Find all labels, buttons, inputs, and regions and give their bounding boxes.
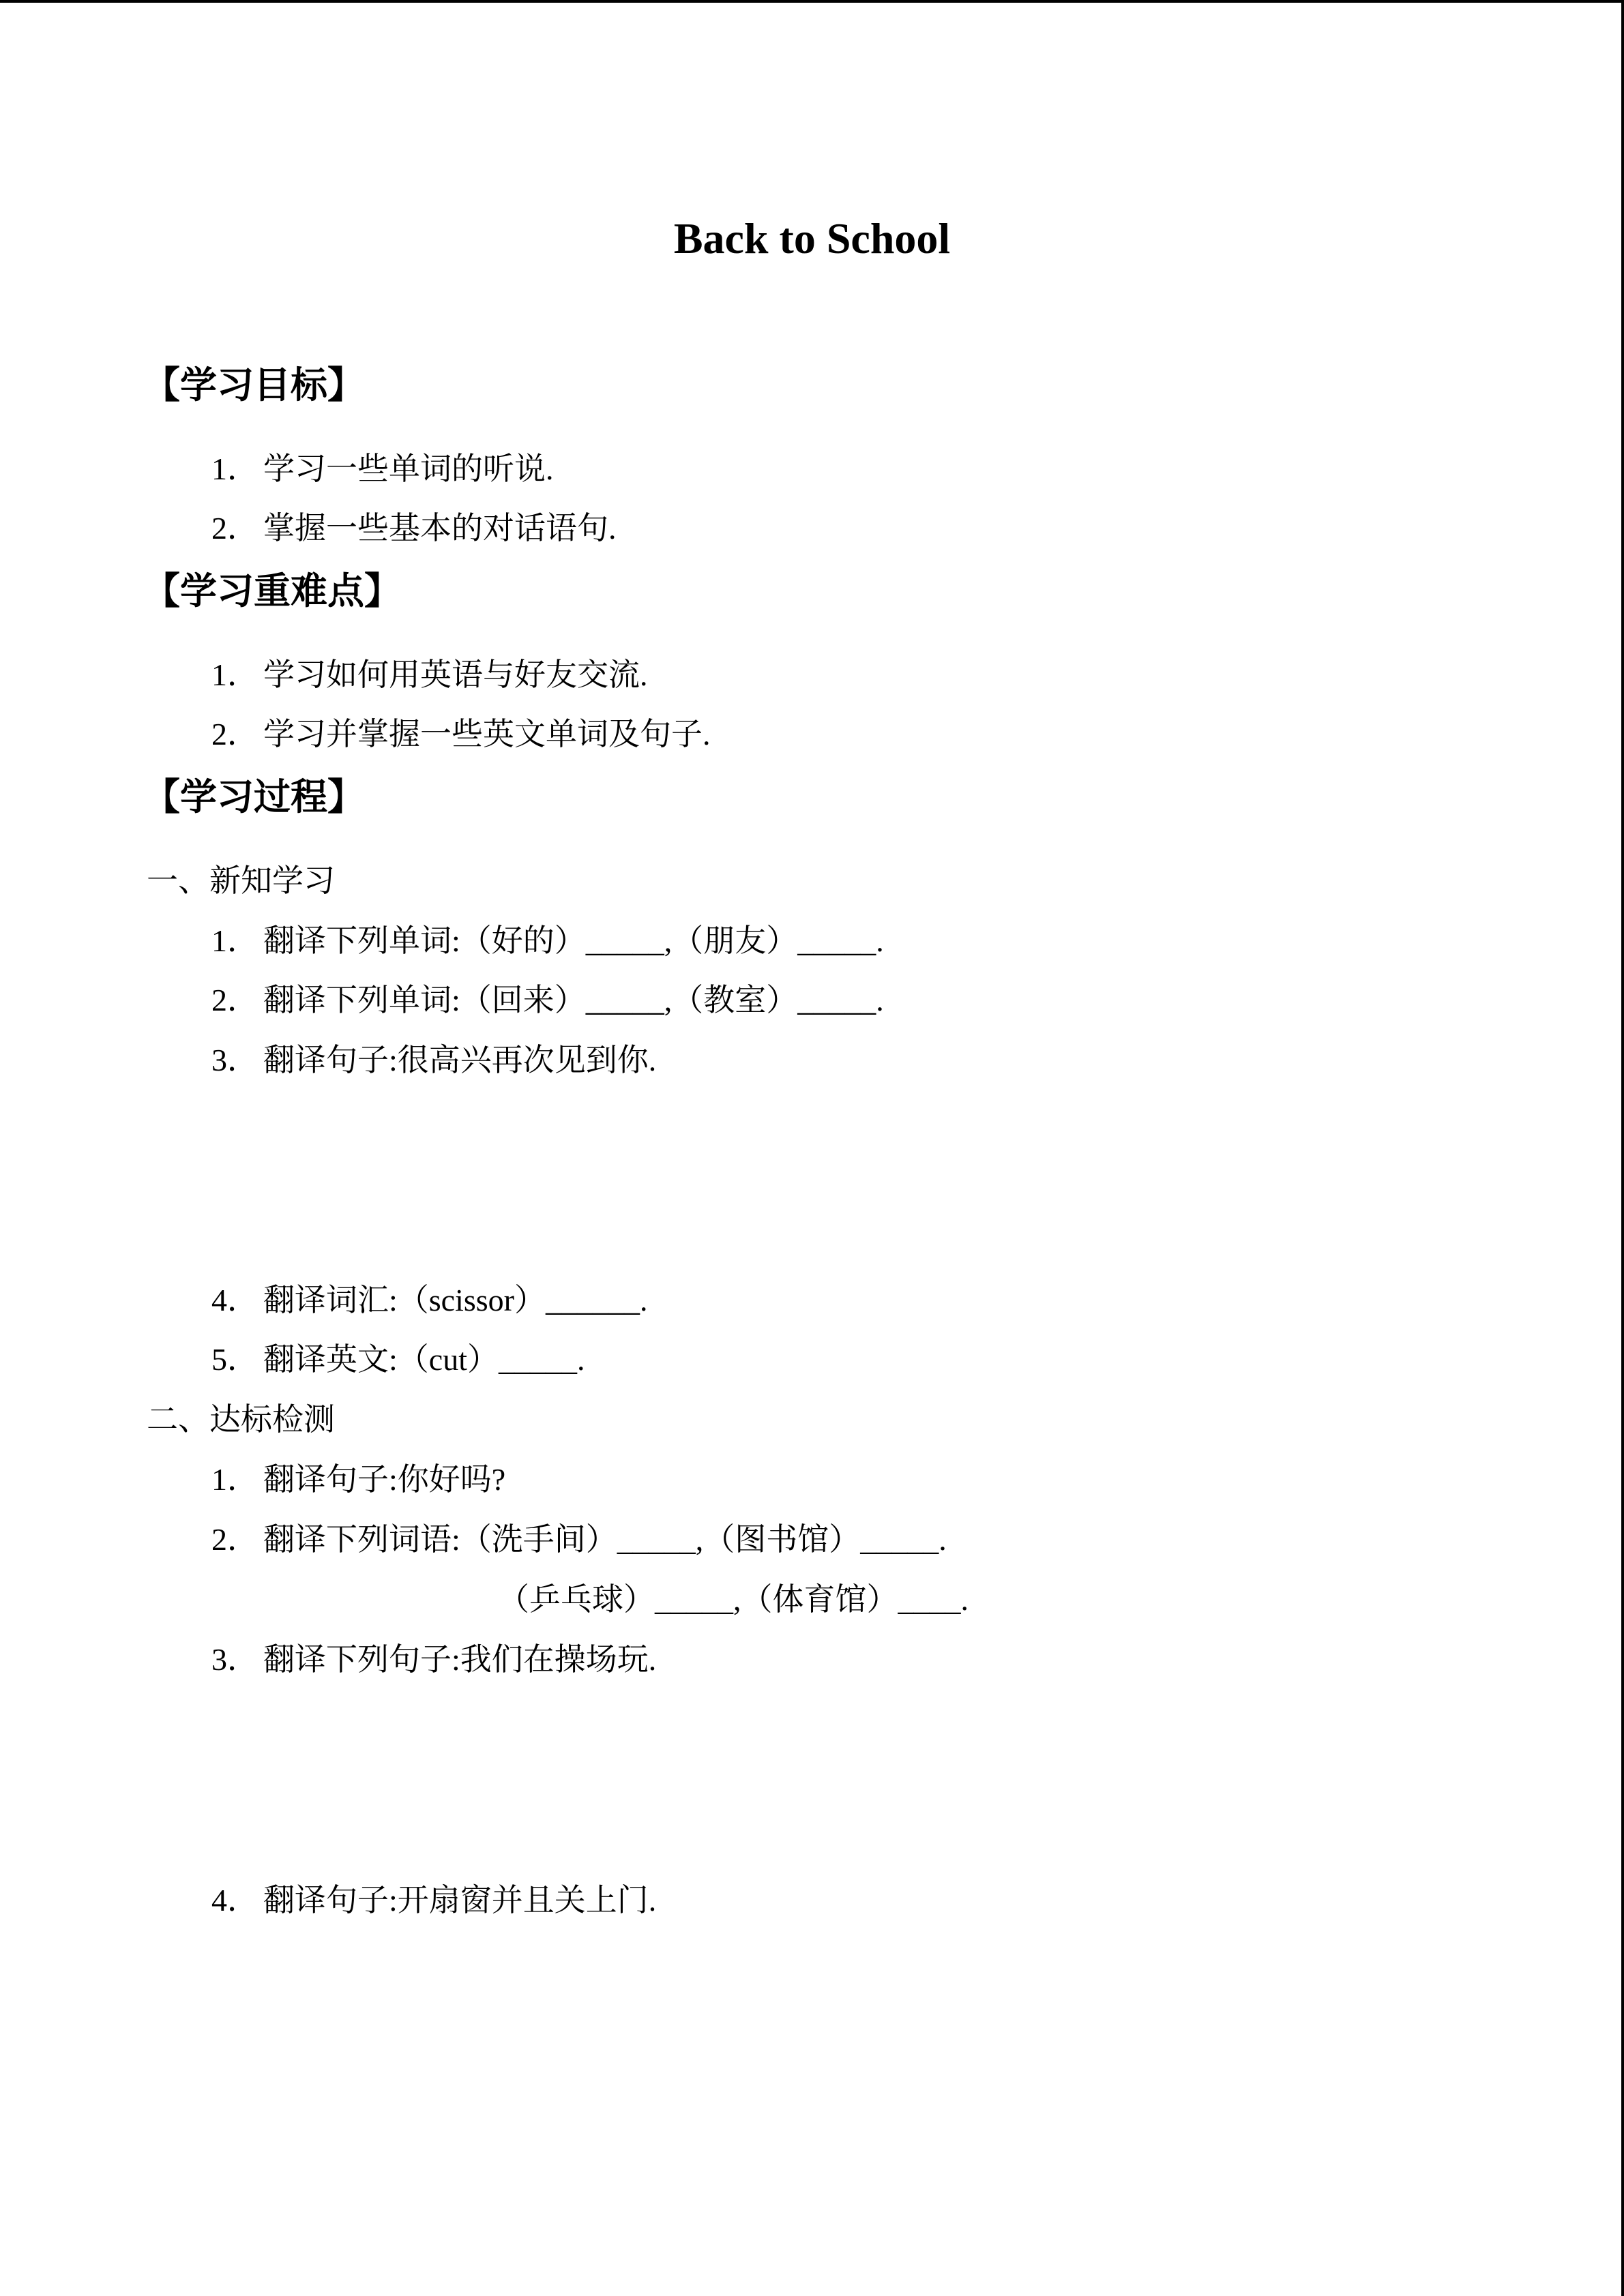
item-text: 学习如何用英语与好友交流. xyxy=(263,657,648,692)
item-number: 5． xyxy=(211,1342,259,1377)
key-points-item-1 xyxy=(211,655,648,696)
item-text: 掌握一些基本的对话语句. xyxy=(263,511,617,546)
key-points-item-2 xyxy=(211,714,711,755)
objectives-item-2 xyxy=(211,508,617,549)
objectives-heading: 【学习目标】 xyxy=(143,363,364,406)
part1-item-1 xyxy=(211,921,884,961)
part1-item-2 xyxy=(211,980,884,1021)
page-title: Back to School xyxy=(673,214,951,263)
part2-item-3 xyxy=(211,1639,656,1680)
item-text: 翻译下列词语:（洗手间）_____,（图书馆）_____. xyxy=(263,1522,947,1557)
item-text: 翻译句子:你好吗? xyxy=(263,1462,506,1497)
item-number: 2． xyxy=(211,511,259,546)
item-number: 1． xyxy=(211,657,259,692)
item-text: 翻译下列单词:（回来）_____,（教室）_____. xyxy=(263,983,884,1017)
part2-heading: 二、达标检测 xyxy=(147,1402,335,1437)
part1-item-5 xyxy=(211,1339,585,1380)
item-number: 2． xyxy=(211,983,259,1017)
page-right-border xyxy=(1621,0,1624,2296)
item-text: 翻译句子:开扇窗并且关上门. xyxy=(263,1883,657,1918)
item-text: 学习并掌握一些英文单词及句子. xyxy=(263,717,711,751)
part1-heading: 一、新知学习 xyxy=(147,863,335,898)
process-heading: 【学习过程】 xyxy=(143,775,364,818)
part2-item-2 xyxy=(211,1519,947,1560)
item-text: 翻译词汇:（scissor）______. xyxy=(263,1283,648,1317)
item-number: 2． xyxy=(211,1522,259,1557)
page-top-border xyxy=(0,0,1624,3)
part2-item-1 xyxy=(211,1459,505,1500)
item-number: 1． xyxy=(211,1462,259,1497)
key-points-heading: 【学习重难点】 xyxy=(143,569,401,612)
item-number: 2． xyxy=(211,717,259,751)
item-text: 翻译句子:很高兴再次见到你. xyxy=(263,1043,657,1077)
part1-item-4 xyxy=(211,1280,648,1321)
part2-item-4 xyxy=(211,1880,656,1921)
part2-item-2-continuation: （乒乓球）_____,（体育馆）____. xyxy=(498,1582,969,1617)
item-number: 4． xyxy=(211,1883,259,1918)
item-text: 翻译下列单词:（好的）_____,（朋友）_____. xyxy=(263,923,884,958)
objectives-item-1 xyxy=(211,449,554,490)
item-text: 翻译下列句子:我们在操场玩. xyxy=(263,1642,657,1677)
item-text: 学习一些单词的听说. xyxy=(263,451,554,486)
item-number: 3． xyxy=(211,1642,259,1677)
item-text: 翻译英文:（cut）_____. xyxy=(263,1342,585,1377)
item-number: 4． xyxy=(211,1283,259,1317)
item-number: 1． xyxy=(211,451,259,486)
item-number: 3． xyxy=(211,1043,259,1077)
item-number: 1． xyxy=(211,923,259,958)
part1-item-3 xyxy=(211,1040,656,1081)
